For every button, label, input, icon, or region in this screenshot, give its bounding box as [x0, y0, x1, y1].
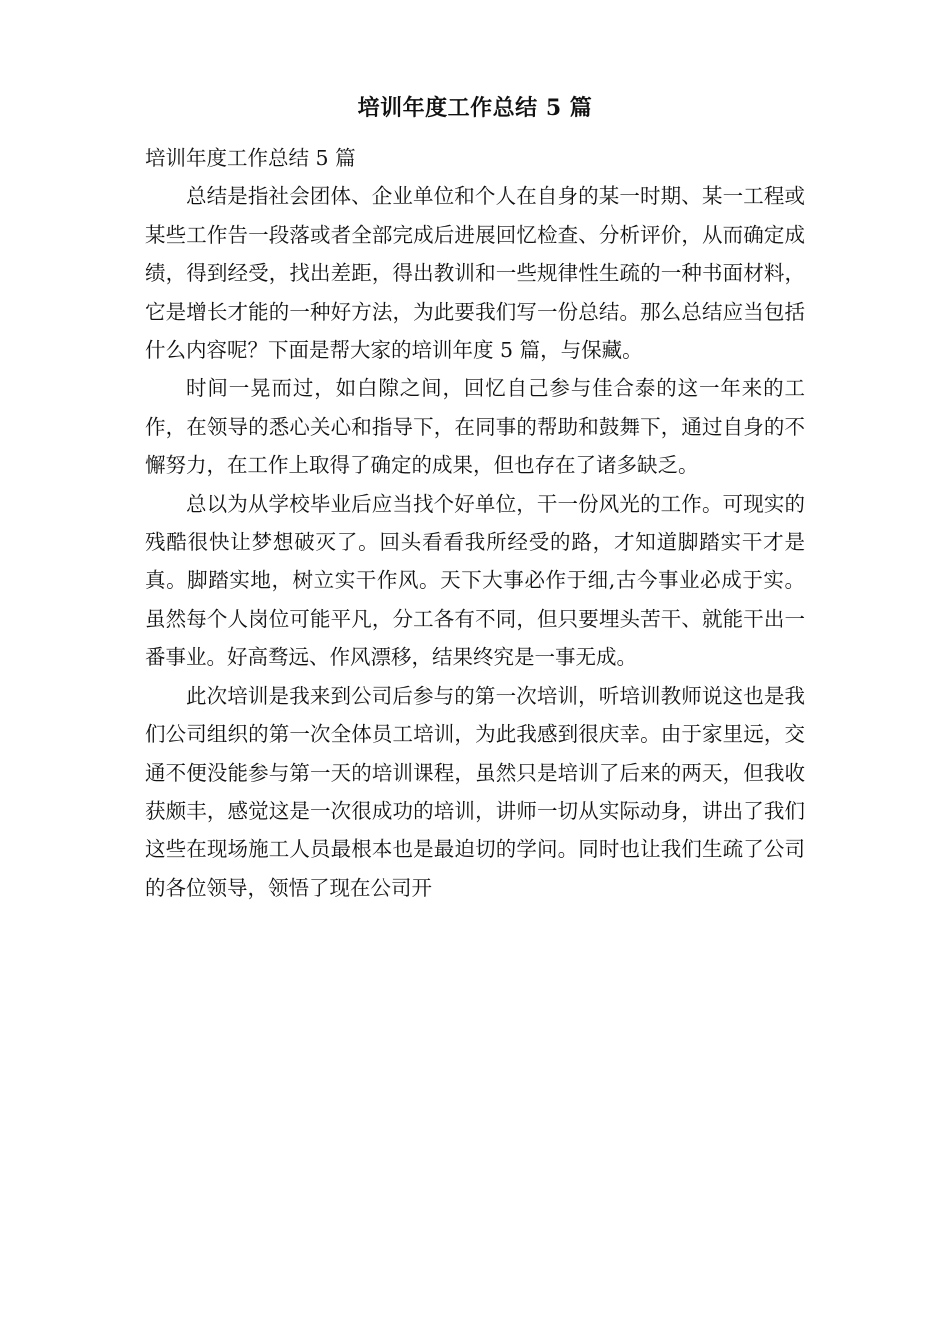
paragraph-time: 时间一晃而过，如白隙之间，回忆自己参与佳合泰的这一年来的工作，在领导的悉心关心和指导下，在同事的帮助和鼓舞下，通过自身的不懈努力，在工作上取得了确定的成果，但也存在了诸多缺乏。 [145, 376, 805, 478]
paragraph-intro: 总结是指社会团体、企业单位和个人在自身的某一时期、某一工程或某些工作告一段落或者全部完成后进展回忆检查、分析评价，从而确定成绩，得到经受，找出差距，得出教训和一些规律性生疏的一种书面材料，它是增长才能的一种好方法，为此要我们写一份总结。那么总结应当包括什么内容呢？下面是帮大家的培训年度 5 篇，与保藏。 [145, 184, 805, 363]
paragraph-training: 此次培训是我来到公司后参与的第一次培训，听培训教师说这也是我们公司组织的第一次全体员工培训，为此我感到很庆幸。由于家里远，交通不便没能参与第一天的培训课程，虽然只是培训了后来的两天，但我收获颇丰，感觉这是一次很成功的培训，讲师一切从实际动身，讲出了我们这些在现场施工人员最根本也是最迫切的学问。同时也让我们生疏了公司的各位领导，领悟了现在公司开 [145, 683, 805, 900]
document-subtitle: 培训年度工作总结 5 篇 [145, 146, 356, 170]
document-body [145, 139, 805, 907]
paragraph-reality: 总以为从学校毕业后应当找个好单位，干一份风光的工作。可现实的残酷很快让梦想破灭了。回头看看我所经受的路，才知道脚踏实干才是真。脚踏实地，树立实干作风。天下大事必作于细,古今事业必成于实。虽然每个人岗位可能平凡，分工各有不同，但只要埋头苦干、就能干出一番事业。好高骛远、作风漂移，结果终究是一事无成。 [145, 491, 805, 670]
document-title: 培训年度工作总结 5 篇 [357, 95, 593, 121]
